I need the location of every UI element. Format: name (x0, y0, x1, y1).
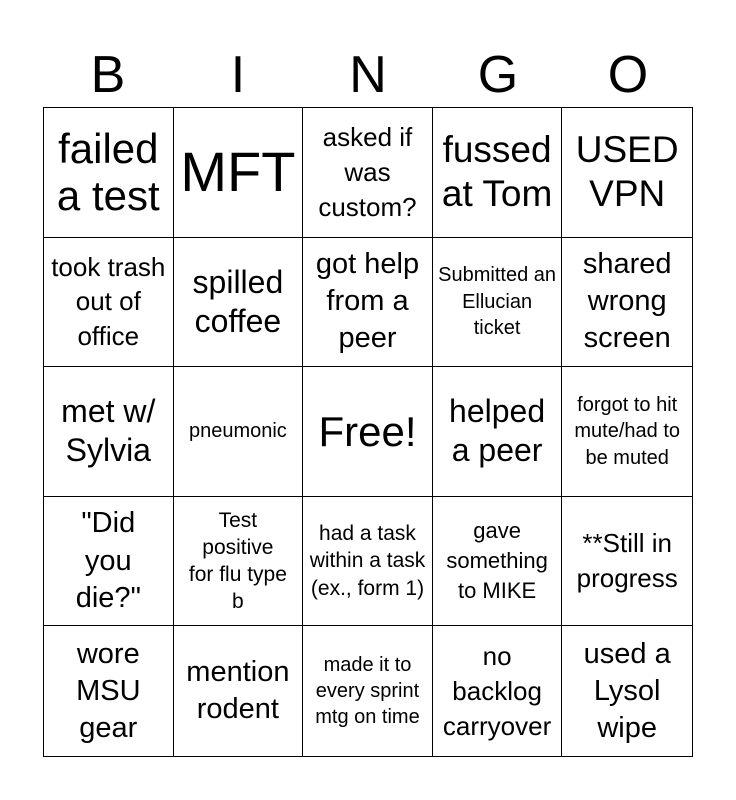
cell-label: fussed at Tom (441, 128, 553, 215)
header-letter-n: N (349, 46, 387, 104)
cell-label: forgot to hit mute/had to be muted (574, 393, 680, 469)
cell-label: Free! (318, 407, 417, 455)
bingo-cell[interactable] (174, 238, 304, 368)
cell-label: USED VPN (575, 128, 679, 215)
cell-label: MFT (180, 140, 296, 204)
bingo-cell[interactable] (562, 497, 692, 627)
cell-label: pneumonic (188, 420, 287, 443)
cell-label: Submitted an Ellucian ticket (438, 264, 557, 340)
bingo-cell[interactable] (433, 497, 563, 627)
bingo-cell[interactable] (433, 108, 563, 238)
bingo-cell[interactable] (44, 626, 174, 756)
bingo-cell[interactable] (303, 238, 433, 368)
bingo-header (43, 44, 693, 106)
cell-label: shared wrong screen (582, 248, 672, 355)
cell-label: **Still in progress (576, 528, 678, 594)
cell-label: Test positive for flu type b (188, 508, 287, 614)
cell-label: helped a peer (449, 393, 546, 469)
cell-label: wore MSU gear (76, 637, 141, 744)
bingo-cell[interactable] (303, 108, 433, 238)
bingo-cell[interactable] (303, 367, 433, 497)
bingo-board (43, 107, 693, 757)
header-letter-b: B (90, 46, 126, 104)
cell-label: took trash out of office (51, 251, 166, 352)
bingo-cell[interactable] (562, 108, 692, 238)
bingo-cell[interactable] (174, 626, 304, 756)
bingo-cell[interactable] (174, 497, 304, 627)
bingo-cell[interactable] (303, 626, 433, 756)
header-letter-g: G (477, 46, 519, 104)
cell-label: mention rodent (186, 656, 290, 726)
cell-label: spilled coffee (192, 263, 284, 339)
cell-label: failed a test (56, 125, 160, 220)
bingo-cell[interactable] (303, 497, 433, 627)
bingo-cell[interactable] (44, 108, 174, 238)
cell-label: met w/ Sylvia (61, 393, 156, 469)
cell-label: no backlog carryover (442, 640, 552, 741)
cell-label: "Did you die?" (75, 507, 141, 614)
cell-label: asked if was custom? (318, 122, 417, 222)
header-letter-o: O (607, 46, 649, 104)
bingo-cell[interactable] (433, 626, 563, 756)
cell-label: used a Lysol wipe (583, 637, 671, 744)
bingo-cell[interactable] (433, 238, 563, 368)
bingo-cell[interactable] (174, 367, 304, 497)
bingo-cell[interactable] (562, 367, 692, 497)
cell-label: had a task within a task (ex., form 1) (309, 522, 426, 600)
cell-label: gave something to MIKE (446, 518, 548, 604)
bingo-cell[interactable] (562, 238, 692, 368)
bingo-cell[interactable] (44, 238, 174, 368)
bingo-cell[interactable] (44, 497, 174, 627)
header-letter-i: I (230, 46, 246, 104)
bingo-cell[interactable] (433, 367, 563, 497)
bingo-cell[interactable] (174, 108, 304, 238)
bingo-cell[interactable] (44, 367, 174, 497)
cell-label: made it to every sprint mtg on time (315, 653, 420, 729)
cell-label: got help from a peer (315, 248, 420, 355)
bingo-cell[interactable] (562, 626, 692, 756)
